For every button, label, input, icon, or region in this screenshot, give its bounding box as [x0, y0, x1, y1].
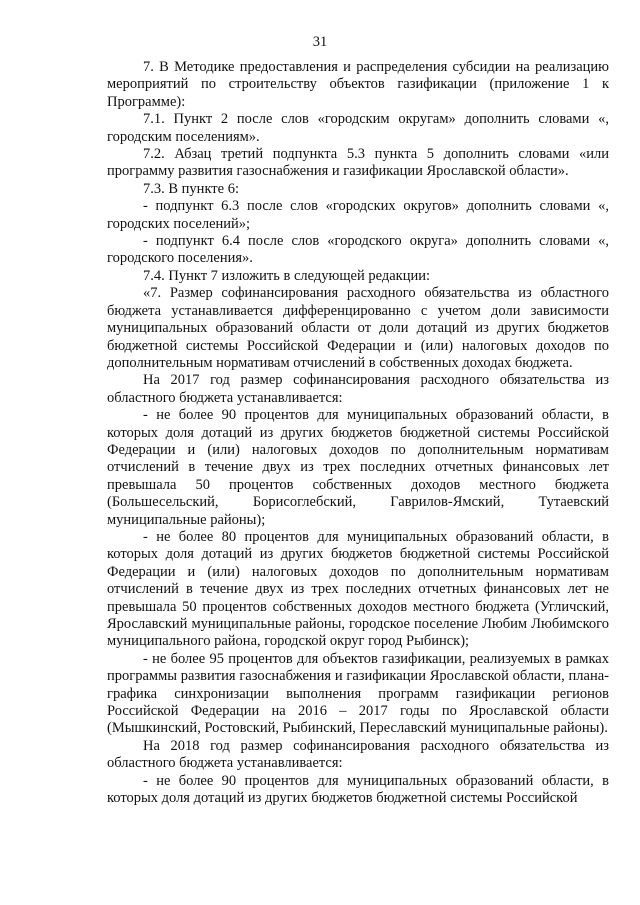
paragraph: На 2018 год размер софинансирования расходного обязательства из областного бюджета устанавливается: — [107, 737, 609, 772]
page-number: 31 — [312, 34, 328, 50]
paragraph: 7. В Методике предоставления и распределения субсидии на реализацию мероприятий по строительству объектов газификации (приложение 1 к Программе): — [107, 59, 609, 110]
paragraph: 7.1. Пункт 2 после слов «городским округам» дополнить словами «, городским поселениям». — [107, 111, 609, 145]
paragraph: 7.3. В пункте 6: — [143, 180, 239, 197]
paragraph: - не более 95 процентов для объектов газификации, реализуемых в рамках программы развития газоснабжения и газификации Ярославской области, плана-графика синхронизации выполнения программ газификации регионов Российской Федерации на 2016 – 2017 годы по Ярославской области (Мышкинский, Ростовский, Рыбинский, Переславский муниципальные районы). — [107, 650, 609, 737]
paragraph: - подпункт 6.4 после слов «городского округа» дополнить словами «, городского поселения». — [107, 233, 609, 267]
paragraph: 7.2. Абзац третий подпункта 5.3 пункта 5 дополнить словами «или программу развития газоснабжения и газификации Ярославской области». — [107, 146, 609, 180]
paragraph: На 2017 год размер софинансирования расходного обязательства из областного бюджета устанавливается: — [107, 372, 609, 406]
document-body — [107, 59, 609, 807]
paragraph: - не более 90 процентов для муниципальных образований области, в которых доля дотаций из других бюджетов бюджетной системы Российской Федерации и (или) налоговых доходов по дополнительным нормативам отчислений в течение двух из трех последних отчетных финансовых лет превышала 50 процентов собственных доходов местного бюджета (Большесельский, Борисоглебский, Гаврилов-Ямский, Тутаевский муниципальные районы); — [107, 407, 609, 528]
paragraph: «7. Размер софинансирования расходного обязательства из областного бюджета устанавливается дифференцированно с учетом доли зависимости муниципальных образований области от доли дотаций из других бюджетов бюджетной системы Российской Федерации и (или) налоговых доходов по дополнительным нормативам отчислений в собственных доходах бюджета. — [107, 285, 609, 371]
paragraph: - не более 90 процентов для муниципальных образований области, в которых доля дотаций из других бюджетов бюджетной системы Российской — [107, 772, 609, 807]
paragraph: - не более 80 процентов для муниципальных образований области, в которых доля дотаций из других бюджетов бюджетной системы Российской Федерации и (или) налоговых доходов по дополнительным нормативам отчислений в течение двух из трех последних отчетных финансовых лет не превышала 50 процентов собственных доходов местного бюджета (Угличский, Ярославский муниципальные районы, городское поселение Любим Любимского муниципального района, городской округ город Рыбинск); — [107, 528, 609, 650]
paragraph: - подпункт 6.3 после слов «городских округов» дополнить словами «, городских поселений»; — [107, 198, 609, 232]
paragraph: 7.4. Пункт 7 изложить в следующей редакции: — [143, 267, 431, 284]
